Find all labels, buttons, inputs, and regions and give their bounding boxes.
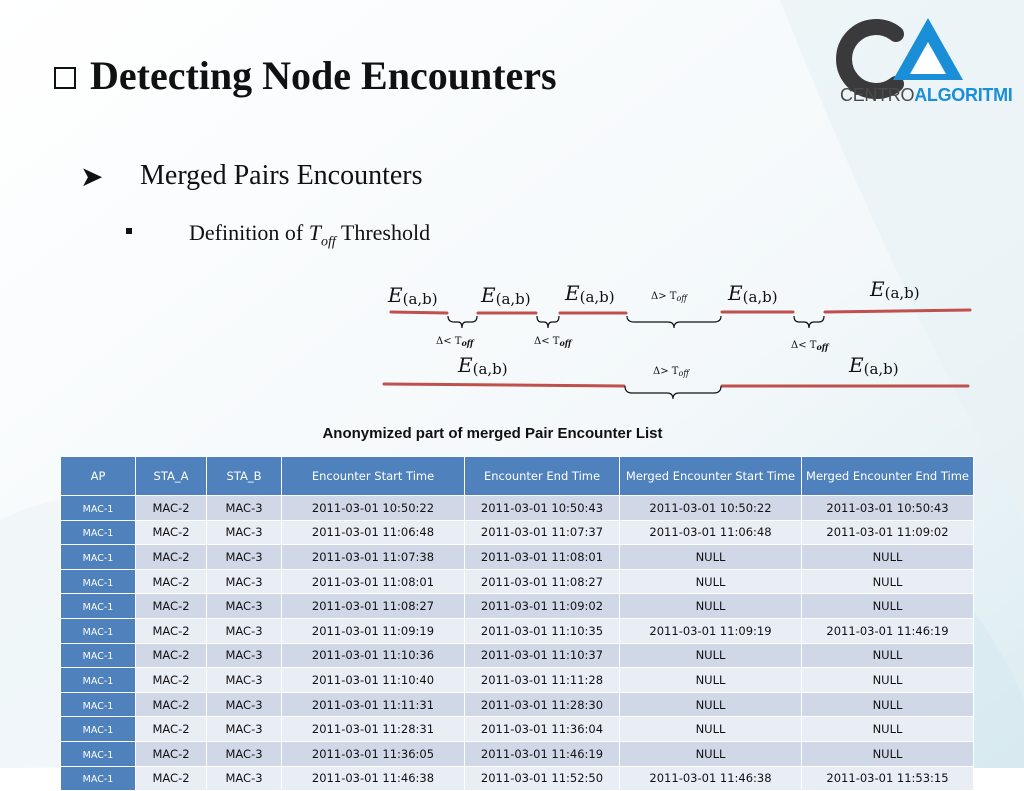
table-cell: MAC-3: [207, 692, 282, 717]
table-cell: NULL: [802, 594, 974, 619]
table-cell: 2011-03-01 11:46:19: [802, 618, 974, 643]
table-cell: MAC-2: [136, 692, 207, 717]
table-row: [61, 741, 974, 766]
table-cell: NULL: [620, 741, 802, 766]
table-cell: 2011-03-01 11:11:31: [282, 692, 465, 717]
table-cell: 2011-03-01 11:08:01: [282, 569, 465, 594]
table-cell: MAC-2: [136, 668, 207, 693]
table-cell: MAC-3: [207, 668, 282, 693]
table-cell: MAC-2: [136, 594, 207, 619]
table-cell: MAC-3: [207, 766, 282, 791]
bullet-level2-var: T: [308, 220, 322, 245]
table-cell: 2011-03-01 11:06:48: [620, 520, 802, 545]
table-cell: NULL: [620, 668, 802, 693]
table-cell: MAC-2: [136, 496, 207, 521]
table-row: [61, 643, 974, 668]
square-bullet-icon: [126, 228, 132, 234]
table-cell: 2011-03-01 11:53:15: [802, 766, 974, 791]
table-cell: 2011-03-01 11:07:37: [465, 520, 620, 545]
encounter-label-1: E(a,b): [388, 283, 438, 308]
delta-less-label-2: $\Delta< T_{off}$: [534, 336, 572, 348]
table-cell: MAC-3: [207, 520, 282, 545]
table-cell: MAC-3: [207, 618, 282, 643]
header-ap: AP: [61, 457, 136, 496]
table-cell: 2011-03-01 11:36:05: [282, 741, 465, 766]
encounter-table: [60, 456, 974, 791]
table-cell: MAC-1: [61, 496, 136, 521]
table-cell: 2011-03-01 11:46:19: [465, 741, 620, 766]
table-cell: MAC-2: [136, 618, 207, 643]
table-row: [61, 520, 974, 545]
table-cell: MAC-3: [207, 545, 282, 570]
table-cell: MAC-1: [61, 569, 136, 594]
table-cell: MAC-2: [136, 545, 207, 570]
table-cell: MAC-3: [207, 717, 282, 742]
table-cell: 2011-03-01 11:09:02: [465, 594, 620, 619]
table-cell: MAC-2: [136, 643, 207, 668]
table-cell: NULL: [802, 692, 974, 717]
table-cell: NULL: [802, 668, 974, 693]
table-cell: 2011-03-01 10:50:22: [282, 496, 465, 521]
table-cell: NULL: [802, 569, 974, 594]
table-cell: 2011-03-01 11:09:19: [282, 618, 465, 643]
table-cell: 2011-03-01 11:09:19: [620, 618, 802, 643]
table-cell: MAC-1: [61, 668, 136, 693]
table-cell: MAC-3: [207, 496, 282, 521]
table-cell: 2011-03-01 11:08:27: [282, 594, 465, 619]
table-cell: MAC-2: [136, 520, 207, 545]
table-cell: 2011-03-01 11:11:28: [465, 668, 620, 693]
table-cell: MAC-1: [61, 692, 136, 717]
delta-less-label-1: $\Delta< T_{off}$: [436, 336, 474, 348]
table-cell: 2011-03-01 11:10:37: [465, 643, 620, 668]
table-cell: MAC-3: [207, 643, 282, 668]
table-cell: MAC-1: [61, 520, 136, 545]
table-cell: NULL: [620, 545, 802, 570]
table-cell: MAC-3: [207, 594, 282, 619]
merged-label-2: E(a,b): [849, 353, 899, 378]
table-cell: MAC-1: [61, 594, 136, 619]
table-cell: 2011-03-01 11:08:27: [465, 569, 620, 594]
table-cell: NULL: [802, 545, 974, 570]
header-encounter-end: Encounter End Time: [465, 457, 620, 496]
header-sta-a: STA_A: [136, 457, 207, 496]
table-row: [61, 668, 974, 693]
table-caption: Anonymized part of merged Pair Encounter List: [322, 425, 663, 442]
table-cell: MAC-2: [136, 569, 207, 594]
table-cell: 2011-03-01 11:46:38: [620, 766, 802, 791]
table-cell: MAC-1: [61, 741, 136, 766]
table-cell: NULL: [620, 692, 802, 717]
table-cell: NULL: [620, 594, 802, 619]
table-cell: 2011-03-01 11:28:30: [465, 692, 620, 717]
table-body: [61, 496, 974, 791]
table-cell: MAC-1: [61, 643, 136, 668]
delta-less-label-3: $\Delta< T_{off}$: [791, 340, 829, 352]
slide-title-group: [54, 52, 557, 99]
encounter-label-2: E(a,b): [481, 283, 531, 308]
arrow-bullet-icon: ➤: [80, 162, 104, 193]
table-cell: 2011-03-01 11:28:31: [282, 717, 465, 742]
table-row: [61, 717, 974, 742]
logo-text: [840, 85, 1013, 106]
header-merged-end: Merged Encounter End Time: [802, 457, 974, 496]
table-cell: 2011-03-01 11:10:35: [465, 618, 620, 643]
header-sta-b: STA_B: [207, 457, 282, 496]
table-cell: MAC-2: [136, 717, 207, 742]
table-cell: 2011-03-01 11:52:50: [465, 766, 620, 791]
table-row: [61, 618, 974, 643]
table-row: [61, 569, 974, 594]
table-cell: MAC-3: [207, 569, 282, 594]
bullet-level2-text: [189, 220, 430, 250]
table-row: [61, 496, 974, 521]
table-cell: NULL: [802, 717, 974, 742]
table-cell: 2011-03-01 11:10:36: [282, 643, 465, 668]
table-cell: MAC-1: [61, 545, 136, 570]
table-cell: MAC-1: [61, 766, 136, 791]
table-cell: MAC-2: [136, 741, 207, 766]
merged-label-1: E(a,b): [458, 353, 508, 378]
table-cell: MAC-1: [61, 618, 136, 643]
bullet-level2-suffix: Threshold: [340, 220, 431, 245]
checkbox-bullet-icon: [54, 67, 76, 89]
table-cell: MAC-3: [207, 741, 282, 766]
table-cell: 2011-03-01 11:09:02: [802, 520, 974, 545]
table-cell: 2011-03-01 11:46:38: [282, 766, 465, 791]
table-cell: NULL: [802, 643, 974, 668]
table-row: [61, 692, 974, 717]
bullet-level1-text: Merged Pairs Encounters: [140, 160, 423, 191]
table-cell: MAC-2: [136, 766, 207, 791]
table-cell: 2011-03-01 11:07:38: [282, 545, 465, 570]
logo-text-centro: CENTRO: [840, 85, 915, 105]
table-header-row: [61, 457, 974, 496]
encounter-label-4: E(a,b): [728, 281, 778, 306]
bullet-level2-sub: off: [321, 234, 336, 250]
encounter-label-5: E(a,b): [870, 277, 920, 302]
table-cell: 2011-03-01 11:36:04: [465, 717, 620, 742]
header-encounter-start: Encounter Start Time: [282, 457, 465, 496]
table-cell: 2011-03-01 10:50:43: [802, 496, 974, 521]
table-cell: NULL: [802, 741, 974, 766]
table-cell: 2011-03-01 11:10:40: [282, 668, 465, 693]
delta-more-label-1: $\Delta> T_{off}$: [651, 291, 687, 303]
slide-title: Detecting Node Encounters: [90, 53, 557, 98]
table-cell: 2011-03-01 11:06:48: [282, 520, 465, 545]
table-row: [61, 594, 974, 619]
logo-text-algoritmi: ALGORITMI: [914, 85, 1013, 105]
delta-more-label-2: $\Delta> T_{off}$: [653, 366, 689, 378]
table-cell: 2011-03-01 10:50:22: [620, 496, 802, 521]
table-cell: NULL: [620, 643, 802, 668]
bullet-level2-prefix: Definition of: [189, 220, 304, 245]
table-row: [61, 766, 974, 791]
table-row: [61, 545, 974, 570]
table-cell: MAC-1: [61, 717, 136, 742]
encounter-label-3: E(a,b): [565, 281, 615, 306]
table-cell: 2011-03-01 10:50:43: [465, 496, 620, 521]
table-cell: NULL: [620, 569, 802, 594]
table-cell: 2011-03-01 11:08:01: [465, 545, 620, 570]
table-cell: NULL: [620, 717, 802, 742]
header-merged-start: Merged Encounter Start Time: [620, 457, 802, 496]
